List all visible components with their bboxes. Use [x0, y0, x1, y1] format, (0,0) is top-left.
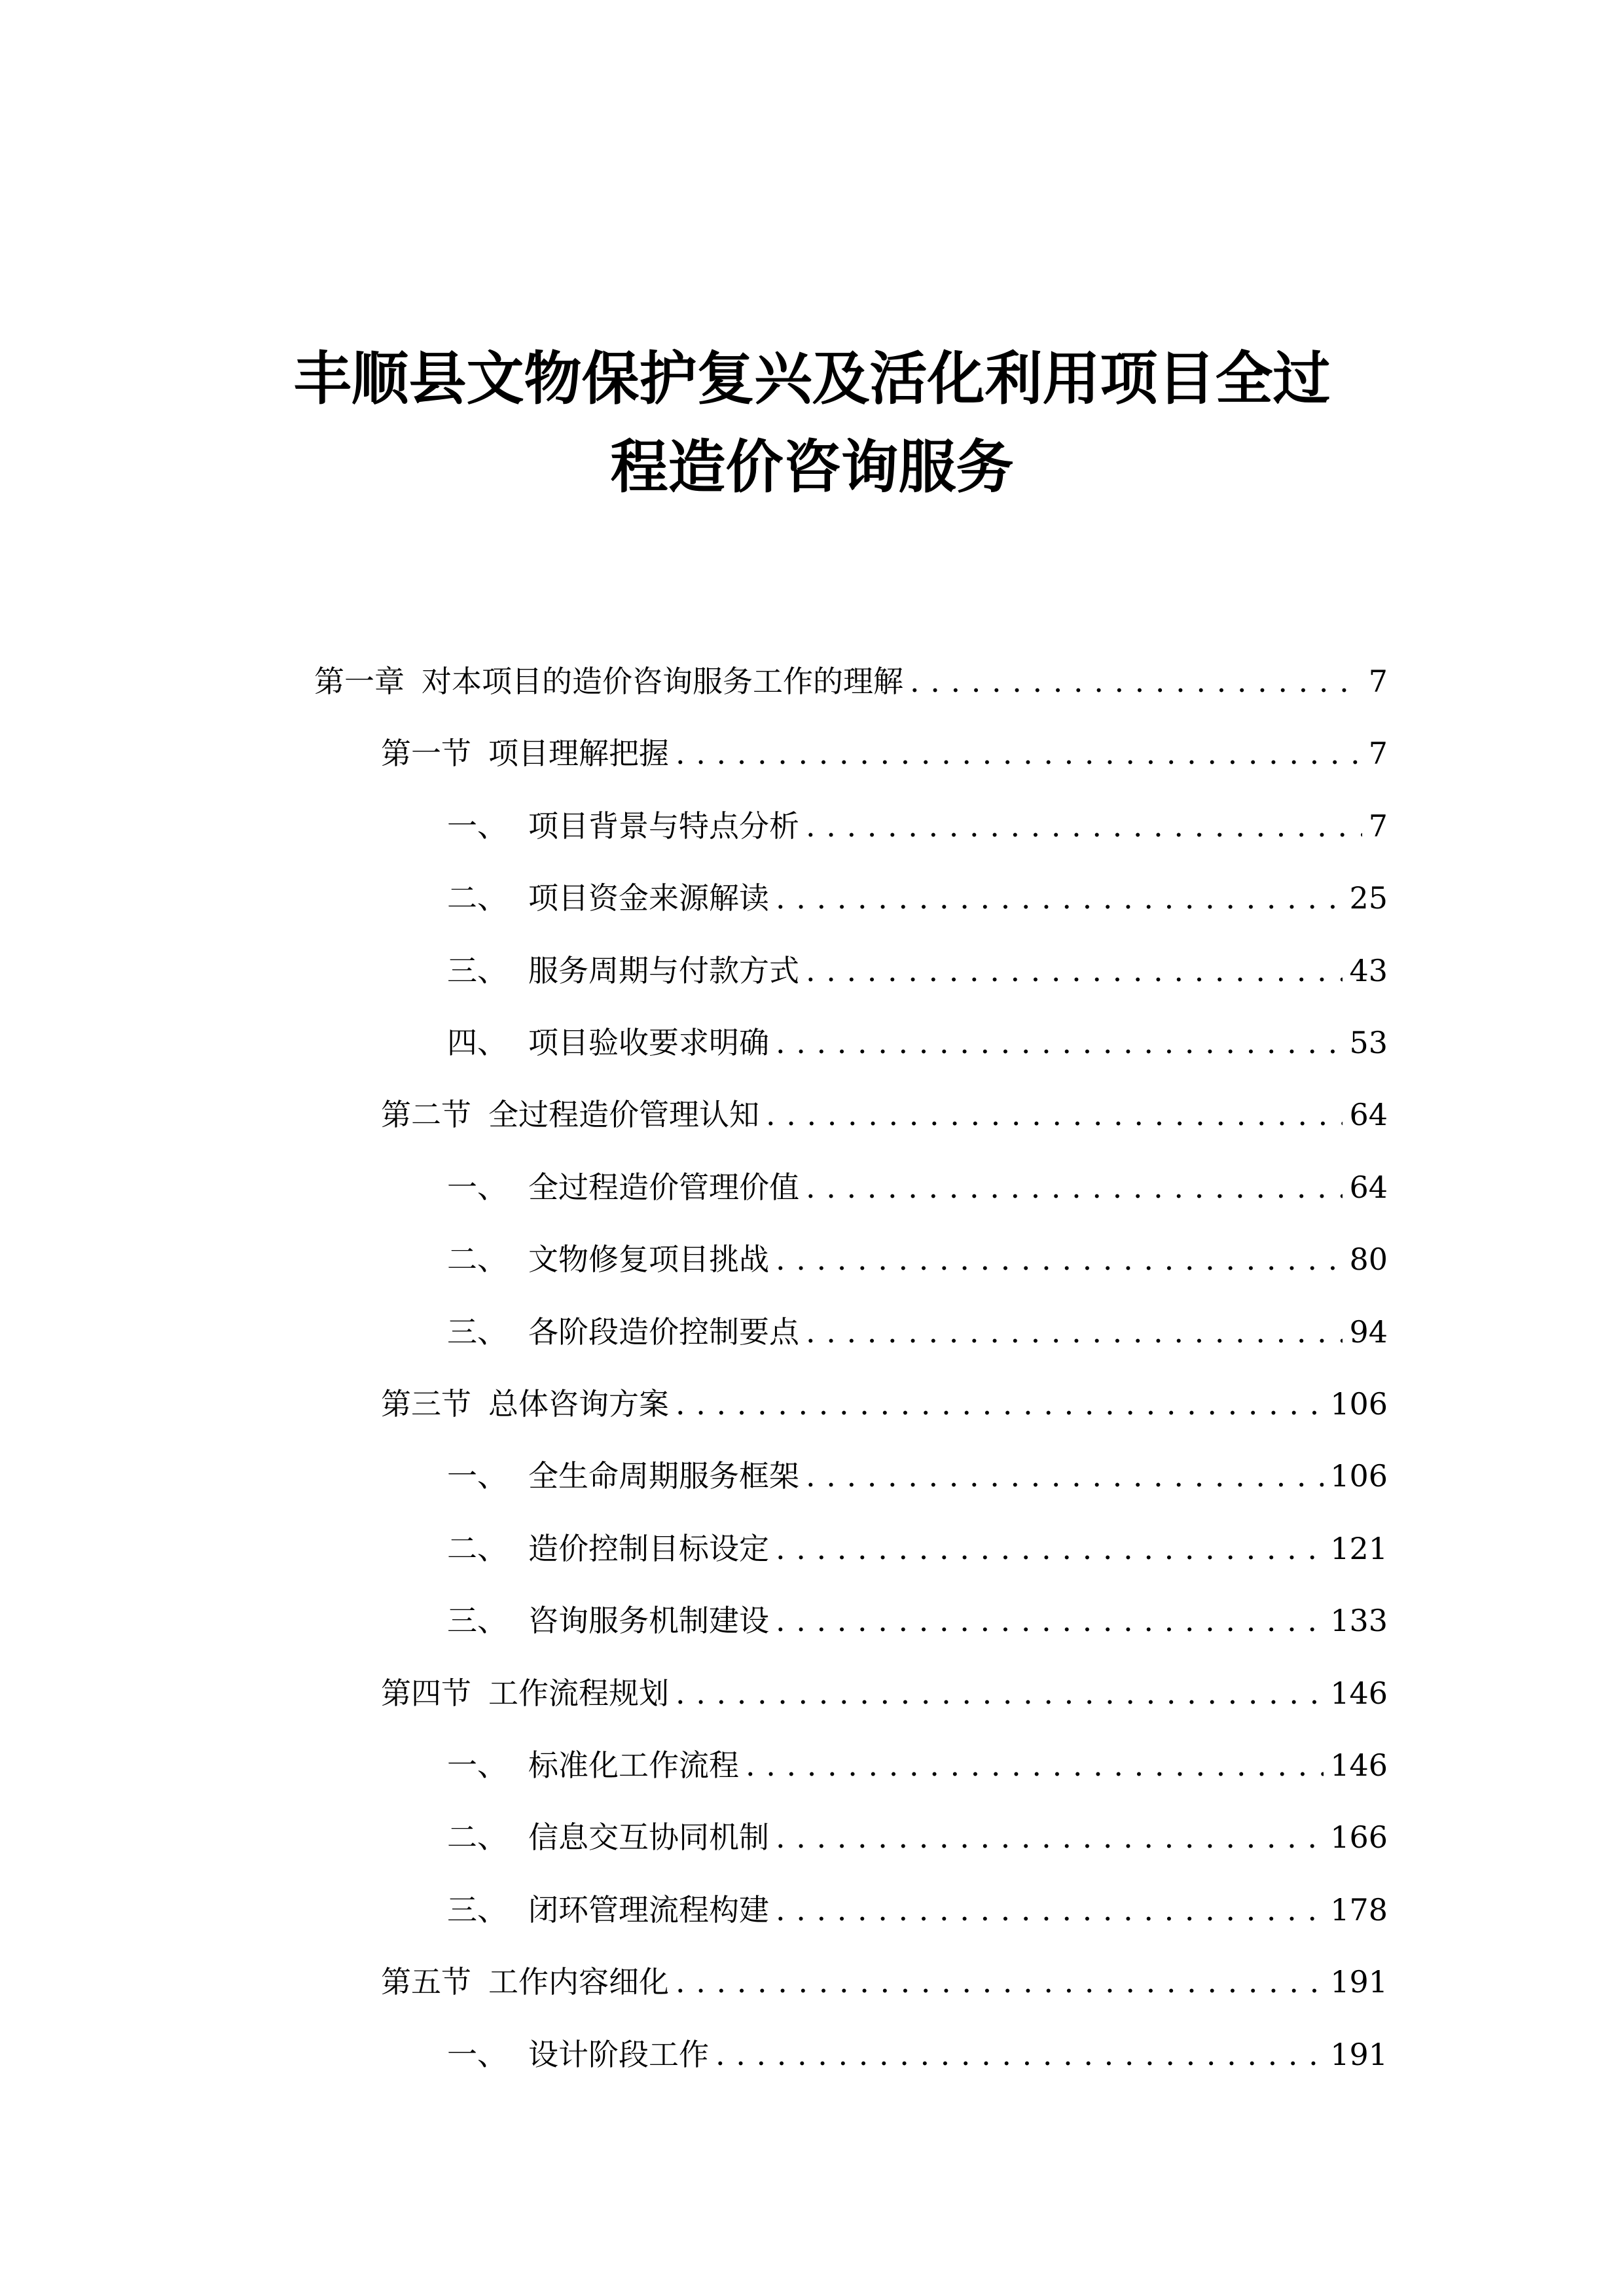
toc-entry[interactable]	[447, 947, 1388, 993]
toc-entry-prefix: 一、	[447, 1169, 507, 1205]
toc-entry[interactable]	[447, 1236, 1388, 1282]
toc-entry-prefix: 二、	[447, 1530, 507, 1566]
toc-entry-prefix: 三、	[447, 1314, 507, 1350]
toc-entry-title: 造价控制目标设定	[528, 1530, 769, 1566]
toc-entry-prefix: 四、	[447, 1025, 507, 1060]
toc-entry-prefix: 第一节	[381, 736, 471, 772]
toc-entry[interactable]	[314, 658, 1388, 704]
toc-entry-page-number: 25	[1349, 880, 1388, 916]
toc-entry-prefix: 第二节	[381, 1097, 471, 1133]
toc-entry-page-number: 146	[1330, 1675, 1388, 1711]
toc-entry-title: 咨询服务机制建设	[528, 1603, 769, 1639]
toc-entry-title: 项目背景与特点分析	[528, 808, 799, 844]
document-title-line-2: 程造价咨询服务	[610, 433, 1014, 501]
toc-entry-title: 全过程造价管理认知	[488, 1097, 759, 1133]
dot-leader	[806, 1314, 1343, 1350]
dot-leader	[676, 1386, 1324, 1422]
toc-entry-title: 项目验收要求明确	[528, 1025, 769, 1060]
toc-entry[interactable]	[447, 1742, 1388, 1787]
toc-entry-page-number: 178	[1330, 1892, 1388, 1928]
toc-entry[interactable]	[447, 1452, 1388, 1498]
toc-entry-page-number: 146	[1330, 1748, 1388, 1783]
dot-leader	[676, 736, 1362, 771]
toc-entry-title: 项目理解把握	[488, 736, 669, 772]
toc-entry[interactable]	[447, 1886, 1388, 1932]
toc-entry-title: 工作内容细化	[488, 1964, 669, 2000]
dot-leader	[776, 1531, 1324, 1566]
toc-entry-page-number: 191	[1330, 2036, 1388, 2072]
toc-entry[interactable]	[447, 2031, 1388, 2077]
toc-entry-title: 项目资金来源解读	[528, 880, 769, 916]
toc-entry[interactable]	[381, 1958, 1388, 2004]
toc-entry[interactable]	[381, 1670, 1388, 1715]
toc-entry-prefix: 三、	[447, 1892, 507, 1928]
toc-entry-prefix: 二、	[447, 1242, 507, 1278]
toc-entry-page-number: 64	[1349, 1169, 1388, 1205]
toc-entry-title: 全生命周期服务框架	[528, 1458, 799, 1494]
toc-entry-page-number: 7	[1368, 664, 1388, 699]
toc-entry[interactable]	[447, 1164, 1388, 1210]
dot-leader	[776, 1892, 1324, 1928]
toc-entry-title: 文物修复项目挑战	[528, 1242, 769, 1278]
toc-entry[interactable]	[447, 874, 1388, 920]
toc-entry-page-number: 133	[1330, 1603, 1388, 1639]
toc-entry-page-number: 121	[1330, 1530, 1388, 1566]
toc-entry-page-number: 43	[1349, 952, 1388, 988]
toc-entry-prefix: 第一章	[314, 664, 405, 699]
toc-entry-prefix: 一、	[447, 808, 507, 844]
toc-entry-prefix: 三、	[447, 952, 507, 988]
toc-entry-prefix: 二、	[447, 1820, 507, 1856]
dot-leader	[776, 880, 1343, 916]
toc-entry-title: 各阶段造价控制要点	[528, 1314, 799, 1350]
dot-leader	[806, 808, 1362, 844]
dot-leader	[806, 1170, 1343, 1205]
toc-entry-title: 设计阶段工作	[528, 2036, 709, 2072]
toc-entry[interactable]	[447, 1525, 1388, 1571]
toc-entry-prefix: 三、	[447, 1603, 507, 1639]
dot-leader	[776, 1603, 1324, 1638]
toc-entry-page-number: 7	[1368, 808, 1388, 844]
dot-leader	[776, 1820, 1324, 1855]
toc-entry-prefix: 一、	[447, 1458, 507, 1494]
toc-entry-page-number: 166	[1330, 1820, 1388, 1856]
toc-entry[interactable]	[447, 1597, 1388, 1643]
toc-entry[interactable]	[381, 1380, 1388, 1426]
toc-entry-title: 标准化工作流程	[528, 1748, 739, 1783]
toc-entry-page-number: 94	[1349, 1314, 1388, 1350]
toc-entry-page-number: 64	[1349, 1097, 1388, 1133]
toc-entry-title: 对本项目的造价咨询服务工作的理解	[422, 664, 903, 699]
toc-entry-title: 工作流程规划	[488, 1675, 669, 1711]
toc-entry-prefix: 第三节	[381, 1386, 471, 1422]
toc-entry[interactable]	[447, 802, 1388, 848]
toc-entry-page-number: 106	[1330, 1386, 1388, 1422]
toc-entry-title: 闭环管理流程构建	[528, 1892, 769, 1928]
toc-entry[interactable]	[381, 1091, 1388, 1137]
dot-leader	[776, 1025, 1343, 1060]
dot-leader	[676, 1676, 1324, 1711]
toc-entry-page-number: 106	[1330, 1458, 1388, 1494]
toc-entry[interactable]	[447, 1814, 1388, 1859]
dot-leader	[766, 1097, 1343, 1132]
toc-entry-prefix: 一、	[447, 2036, 507, 2072]
toc-entry-prefix: 一、	[447, 1748, 507, 1783]
dot-leader	[676, 1964, 1324, 2000]
document-title-line-1: 丰顺县文物保护复兴及活化利用项目全过	[293, 345, 1331, 412]
toc-entry-title: 服务周期与付款方式	[528, 952, 799, 988]
dot-leader	[910, 664, 1362, 699]
dot-leader	[806, 953, 1343, 988]
toc-entry[interactable]	[447, 1308, 1388, 1354]
toc-entry-title: 全过程造价管理价值	[528, 1169, 799, 1205]
dot-leader	[746, 1748, 1324, 1783]
dot-leader	[715, 2037, 1324, 2072]
dot-leader	[806, 1458, 1324, 1494]
toc-entry-page-number: 7	[1368, 736, 1388, 772]
toc-entry-page-number: 191	[1330, 1964, 1388, 2000]
toc-entry-prefix: 第四节	[381, 1675, 471, 1711]
toc-entry-title: 信息交互协同机制	[528, 1820, 769, 1856]
toc-entry-prefix: 第五节	[381, 1964, 471, 2000]
toc-entry[interactable]	[381, 730, 1388, 776]
toc-entry-page-number: 53	[1349, 1025, 1388, 1060]
toc-entry-page-number: 80	[1349, 1242, 1388, 1278]
dot-leader	[776, 1242, 1343, 1277]
toc-entry-title: 总体咨询方案	[488, 1386, 669, 1422]
toc-entry-prefix: 二、	[447, 880, 507, 916]
toc-entry[interactable]	[447, 1019, 1388, 1065]
